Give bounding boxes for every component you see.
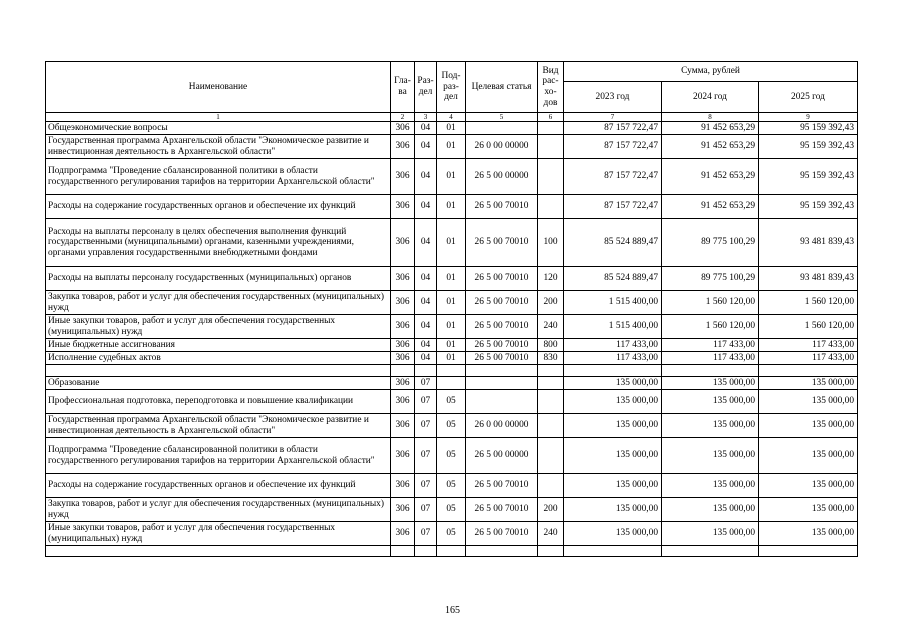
row-name [46, 546, 391, 557]
row-sum-2025: 1 560 120,00 [759, 315, 858, 339]
row-section: 04 [415, 219, 437, 267]
row-sum-2025: 93 481 839,43 [759, 219, 858, 267]
row-sum-2025: 135 000,00 [759, 377, 858, 390]
table-row [46, 365, 858, 377]
row-name: Иные закупки товаров, работ и услуг для обеспечения государственных (муниципальных) нужд [46, 522, 391, 546]
row-sum-2025: 1 560 120,00 [759, 291, 858, 315]
row-sum-2025: 95 159 392,43 [759, 122, 858, 135]
budget-table [45, 61, 858, 557]
column-number: 4 [437, 113, 466, 122]
row-sum-2024: 1 560 120,00 [662, 291, 759, 315]
row-subsection: 05 [437, 498, 466, 522]
row-sum-2023: 117 433,00 [564, 352, 662, 365]
row-section [415, 365, 437, 377]
column-number: 7 [564, 113, 662, 122]
row-chapter: 306 [391, 377, 415, 390]
row-chapter: 306 [391, 315, 415, 339]
row-sum-2023: 117 433,00 [564, 339, 662, 352]
row-expense-type [538, 474, 564, 498]
row-expense-type: 200 [538, 291, 564, 315]
row-sum-2023: 87 157 722,47 [564, 195, 662, 219]
row-sum-2023: 1 515 400,00 [564, 291, 662, 315]
row-expense-type [538, 135, 564, 159]
row-name: Расходы на содержание государственных органов и обеспечение их функций [46, 195, 391, 219]
row-chapter: 306 [391, 390, 415, 414]
row-sum-2025: 135 000,00 [759, 414, 858, 438]
row-sum-2025: 117 433,00 [759, 339, 858, 352]
row-subsection: 01 [437, 219, 466, 267]
row-section: 04 [415, 195, 437, 219]
table-row [46, 195, 858, 219]
row-name: Государственная программа Архангельской области "Экономическое развитие и инвестиционная деятельность в Архангельской области" [46, 135, 391, 159]
row-sum-2023: 135 000,00 [564, 522, 662, 546]
table-row [46, 135, 858, 159]
row-sum-2023 [564, 546, 662, 557]
column-numbers-row [46, 113, 858, 122]
header-year-2023: 2023 год [564, 82, 662, 113]
row-subsection: 05 [437, 522, 466, 546]
column-number: 9 [759, 113, 858, 122]
row-sum-2024: 135 000,00 [662, 390, 759, 414]
column-number: 6 [538, 113, 564, 122]
table-row [46, 438, 858, 474]
row-expense-type [538, 438, 564, 474]
row-target-article [466, 122, 538, 135]
row-subsection: 01 [437, 315, 466, 339]
row-name: Расходы на выплаты персоналу в целях обеспечения выполнения функций государственными (муниципальными) органами, казенными учреждениями, органами управления государственными внебюджетными фондами [46, 219, 391, 267]
row-chapter: 306 [391, 195, 415, 219]
row-target-article: 26 0 00 00000 [466, 414, 538, 438]
table-row [46, 522, 858, 546]
row-sum-2025 [759, 365, 858, 377]
row-sum-2023: 135 000,00 [564, 474, 662, 498]
row-expense-type: 120 [538, 267, 564, 291]
row-subsection: 01 [437, 135, 466, 159]
row-sum-2024: 89 775 100,29 [662, 219, 759, 267]
row-expense-type [538, 195, 564, 219]
row-name: Закупка товаров, работ и услуг для обеспечения государственных (муниципальных) нужд [46, 291, 391, 315]
row-subsection: 01 [437, 291, 466, 315]
column-number: 3 [415, 113, 437, 122]
row-section: 07 [415, 414, 437, 438]
row-sum-2024: 135 000,00 [662, 414, 759, 438]
header-year-2024: 2024 год [662, 82, 759, 113]
row-chapter: 306 [391, 414, 415, 438]
row-sum-2025: 135 000,00 [759, 474, 858, 498]
row-sum-2024: 117 433,00 [662, 352, 759, 365]
header-subsection: Под-раз-дел [437, 62, 466, 113]
row-sum-2024: 135 000,00 [662, 498, 759, 522]
row-sum-2025: 135 000,00 [759, 390, 858, 414]
row-chapter [391, 365, 415, 377]
header-year-2025: 2025 год [759, 82, 858, 113]
row-expense-type [538, 390, 564, 414]
row-section: 04 [415, 339, 437, 352]
header-section: Раз-дел [415, 62, 437, 113]
row-chapter: 306 [391, 522, 415, 546]
row-name: Образование [46, 377, 391, 390]
row-subsection: 05 [437, 414, 466, 438]
table-row [46, 219, 858, 267]
row-chapter [391, 546, 415, 557]
row-sum-2023: 135 000,00 [564, 377, 662, 390]
row-section: 04 [415, 122, 437, 135]
row-section: 04 [415, 315, 437, 339]
row-subsection: 01 [437, 122, 466, 135]
row-target-article: 26 5 00 70010 [466, 474, 538, 498]
row-subsection: 05 [437, 390, 466, 414]
table-row [46, 352, 858, 365]
column-number: 8 [662, 113, 759, 122]
row-sum-2023: 85 524 889,47 [564, 219, 662, 267]
row-target-article: 26 5 00 70010 [466, 498, 538, 522]
row-sum-2024: 135 000,00 [662, 522, 759, 546]
row-sum-2025: 95 159 392,43 [759, 135, 858, 159]
row-chapter: 306 [391, 219, 415, 267]
row-subsection: 01 [437, 352, 466, 365]
row-chapter: 306 [391, 498, 415, 522]
row-section: 07 [415, 522, 437, 546]
row-target-article: 26 5 00 70010 [466, 315, 538, 339]
row-sum-2024: 91 452 653,29 [662, 159, 759, 195]
row-sum-2025: 95 159 392,43 [759, 159, 858, 195]
row-sum-2024: 135 000,00 [662, 438, 759, 474]
row-target-article: 26 5 00 70010 [466, 352, 538, 365]
row-sum-2023: 85 524 889,47 [564, 267, 662, 291]
row-sum-2024: 117 433,00 [662, 339, 759, 352]
row-subsection: 05 [437, 438, 466, 474]
row-target-article: 26 5 00 70010 [466, 267, 538, 291]
row-chapter: 306 [391, 474, 415, 498]
header-target-article: Целевая статья [466, 62, 538, 113]
row-sum-2024: 135 000,00 [662, 474, 759, 498]
row-sum-2025: 135 000,00 [759, 438, 858, 474]
table-row [46, 339, 858, 352]
row-expense-type [538, 122, 564, 135]
row-sum-2025 [759, 546, 858, 557]
row-subsection: 05 [437, 474, 466, 498]
row-sum-2023 [564, 365, 662, 377]
page-number: 165 [445, 605, 460, 616]
row-sum-2023: 135 000,00 [564, 390, 662, 414]
row-name: Общеэкономические вопросы [46, 122, 391, 135]
row-sum-2024: 91 452 653,29 [662, 135, 759, 159]
row-sum-2025: 135 000,00 [759, 522, 858, 546]
table-row [46, 377, 858, 390]
row-chapter: 306 [391, 135, 415, 159]
row-subsection: 01 [437, 195, 466, 219]
row-target-article: 26 5 00 70010 [466, 291, 538, 315]
column-number: 1 [46, 113, 391, 122]
row-sum-2023: 1 515 400,00 [564, 315, 662, 339]
row-section: 07 [415, 377, 437, 390]
row-name: Расходы на содержание государственных органов и обеспечение их функций [46, 474, 391, 498]
row-target-article: 26 5 00 70010 [466, 522, 538, 546]
row-sum-2024: 135 000,00 [662, 377, 759, 390]
row-sum-2024: 89 775 100,29 [662, 267, 759, 291]
row-name: Государственная программа Архангельской области "Экономическое развитие и инвестиционная деятельность в Архангельской области" [46, 414, 391, 438]
row-chapter: 306 [391, 352, 415, 365]
table-row [46, 267, 858, 291]
row-expense-type [538, 365, 564, 377]
row-expense-type [538, 414, 564, 438]
row-expense-type: 240 [538, 522, 564, 546]
row-subsection: 01 [437, 267, 466, 291]
table-row [46, 414, 858, 438]
table-row [46, 546, 858, 557]
row-name: Иные бюджетные ассигнования [46, 339, 391, 352]
row-sum-2023: 135 000,00 [564, 414, 662, 438]
header-chapter: Гла-ва [391, 62, 415, 113]
row-sum-2023: 87 157 722,47 [564, 122, 662, 135]
row-sum-2025: 135 000,00 [759, 498, 858, 522]
row-subsection [437, 377, 466, 390]
row-sum-2023: 87 157 722,47 [564, 135, 662, 159]
row-subsection: 01 [437, 339, 466, 352]
row-name: Подпрограмма "Проведение сбалансированной политики в области государственного регулирования тарифов на территории Архангельской области" [46, 438, 391, 474]
row-target-article [466, 546, 538, 557]
row-chapter: 306 [391, 291, 415, 315]
column-number: 5 [466, 113, 538, 122]
row-sum-2025: 95 159 392,43 [759, 195, 858, 219]
table-row [46, 159, 858, 195]
row-target-article [466, 390, 538, 414]
row-chapter: 306 [391, 159, 415, 195]
row-section: 04 [415, 267, 437, 291]
row-chapter: 306 [391, 122, 415, 135]
row-name: Исполнение судебных актов [46, 352, 391, 365]
row-subsection: 01 [437, 159, 466, 195]
row-subsection [437, 365, 466, 377]
row-sum-2024: 91 452 653,29 [662, 195, 759, 219]
row-expense-type: 100 [538, 219, 564, 267]
row-expense-type: 800 [538, 339, 564, 352]
table-row [46, 498, 858, 522]
table-row [46, 474, 858, 498]
row-section: 07 [415, 474, 437, 498]
row-target-article [466, 377, 538, 390]
row-section: 04 [415, 352, 437, 365]
table-body [46, 122, 858, 557]
row-target-article: 26 0 00 00000 [466, 135, 538, 159]
row-expense-type [538, 159, 564, 195]
row-expense-type [538, 546, 564, 557]
table-row [46, 315, 858, 339]
row-name: Подпрограмма "Проведение сбалансированной политики в области государственного регулирования тарифов на территории Архангельской области" [46, 159, 391, 195]
row-sum-2024: 91 452 653,29 [662, 122, 759, 135]
row-name [46, 365, 391, 377]
row-name: Иные закупки товаров, работ и услуг для обеспечения государственных (муниципальных) нужд [46, 315, 391, 339]
row-section: 07 [415, 438, 437, 474]
header-sum: Сумма, рублей [564, 62, 858, 82]
row-sum-2024 [662, 365, 759, 377]
row-chapter: 306 [391, 438, 415, 474]
row-name: Профессиональная подготовка, переподготовка и повышение квалификации [46, 390, 391, 414]
row-sum-2023: 135 000,00 [564, 438, 662, 474]
row-section: 07 [415, 498, 437, 522]
row-subsection [437, 546, 466, 557]
row-expense-type: 240 [538, 315, 564, 339]
row-sum-2023: 87 157 722,47 [564, 159, 662, 195]
row-section [415, 546, 437, 557]
row-section: 07 [415, 390, 437, 414]
row-target-article [466, 365, 538, 377]
table-row [46, 390, 858, 414]
row-chapter: 306 [391, 339, 415, 352]
column-number: 2 [391, 113, 415, 122]
header-name: Наименование [46, 62, 391, 113]
row-sum-2025: 93 481 839,43 [759, 267, 858, 291]
row-sum-2024: 1 560 120,00 [662, 315, 759, 339]
row-sum-2024 [662, 546, 759, 557]
header-expense-type: Вид рас-хо-дов [538, 62, 564, 113]
row-sum-2025: 117 433,00 [759, 352, 858, 365]
row-expense-type: 200 [538, 498, 564, 522]
row-target-article: 26 5 00 70010 [466, 339, 538, 352]
row-expense-type: 830 [538, 352, 564, 365]
row-section: 04 [415, 159, 437, 195]
row-name: Расходы на выплаты персоналу государственных (муниципальных) органов [46, 267, 391, 291]
row-target-article: 26 5 00 00000 [466, 159, 538, 195]
row-target-article: 26 5 00 00000 [466, 438, 538, 474]
table-row [46, 122, 858, 135]
table-row [46, 291, 858, 315]
row-sum-2023: 135 000,00 [564, 498, 662, 522]
row-section: 04 [415, 135, 437, 159]
row-target-article: 26 5 00 70010 [466, 219, 538, 267]
row-section: 04 [415, 291, 437, 315]
row-chapter: 306 [391, 267, 415, 291]
row-expense-type [538, 377, 564, 390]
row-target-article: 26 5 00 70010 [466, 195, 538, 219]
row-name: Закупка товаров, работ и услуг для обеспечения государственных (муниципальных) нужд [46, 498, 391, 522]
